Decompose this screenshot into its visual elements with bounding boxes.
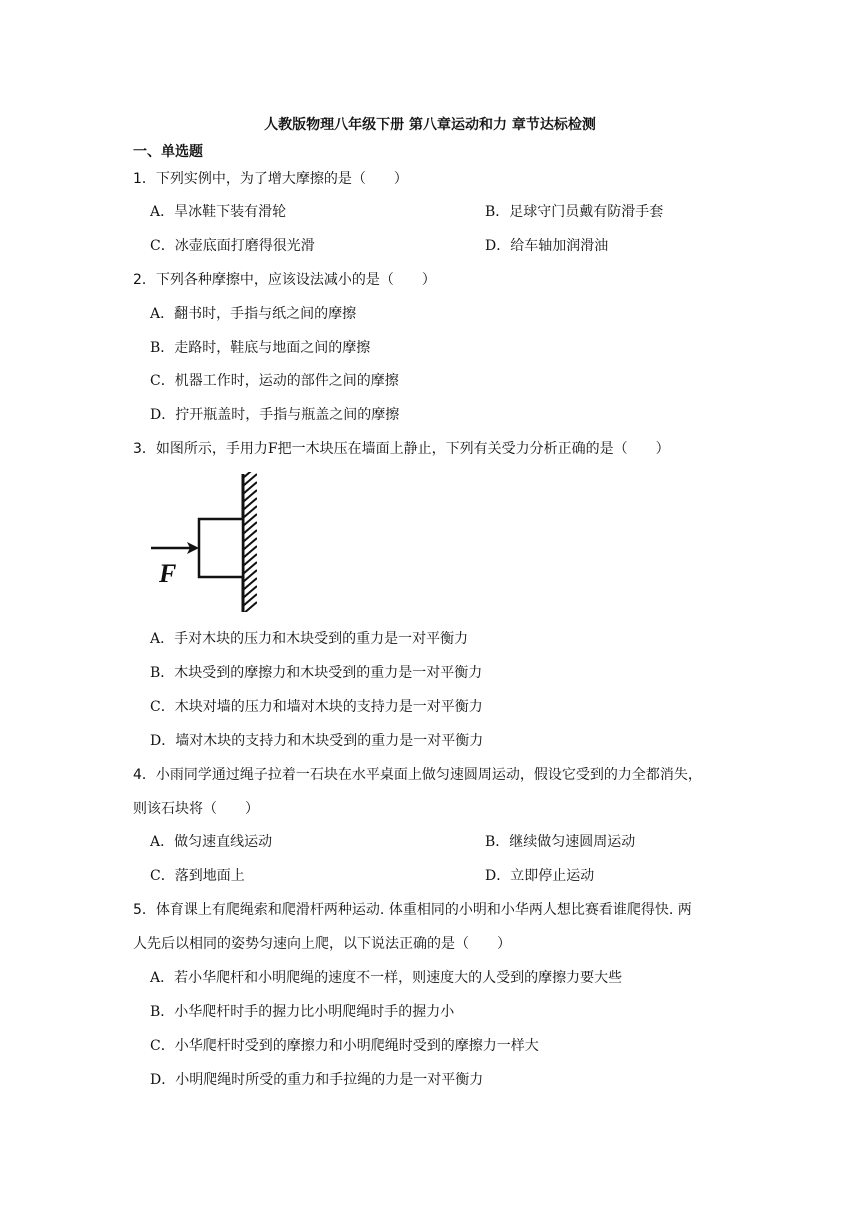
wall-hatching (243, 472, 257, 614)
question-3-stem (133, 440, 670, 458)
section-heading: 一、单选题 (133, 144, 203, 160)
q1-option-b[interactable]: B．足球守门员戴有防滑手套 (485, 204, 664, 220)
force-label: F (159, 559, 177, 588)
q5-option-d[interactable]: D．小明爬绳时所受的重力和手拉绳的力是一对平衡力 (150, 1072, 484, 1088)
q4-option-c[interactable]: C．落到地面上 (150, 868, 245, 884)
question-text: 如图所示，手用力F把一木块压在墙面上静止，下列有关受力分析正确的是（ ） (155, 441, 670, 457)
q5-option-b[interactable]: B．小华爬杆时手的握力比小明爬绳时手的握力小 (150, 1004, 455, 1020)
force-diagram-figure (147, 472, 267, 614)
q2-option-c[interactable]: C．机器工作时，运动的部件之间的摩擦 (150, 373, 399, 389)
question-text: 小雨同学通过绳子拉着一石块在水平桌面上做匀速圆周运动，假设它受到的力全都消失， (155, 767, 702, 783)
q5-option-c[interactable]: C．小华爬杆时受到的摩擦力和小明爬绳时受到的摩擦力一样大 (150, 1038, 539, 1054)
q2-option-a[interactable]: A．翻书时，手指与纸之间的摩擦 (150, 306, 357, 322)
wooden-block (199, 519, 243, 577)
question-1-stem (133, 170, 408, 188)
question-number: 2． (133, 272, 156, 288)
q4-option-d[interactable]: D．立即停止运动 (485, 868, 595, 884)
question-number: 4． (133, 767, 156, 783)
q3-option-a[interactable]: A．手对木块的压力和木块受到的重力是一对平衡力 (150, 631, 469, 647)
question-5-stem-continued: 人先后以相同的姿势匀速向上爬，以下说法正确的是（ ） (133, 936, 511, 952)
question-text: 体育课上有爬绳索和爬滑杆两种运动. 体重相同的小明和小华两人想比赛看谁爬得快. 两 (155, 902, 692, 918)
q2-option-b[interactable]: B．走路时，鞋底与地面之间的摩擦 (150, 340, 371, 356)
question-4-stem (133, 766, 702, 784)
q3-option-b[interactable]: B．木块受到的摩擦力和木块受到的重力是一对平衡力 (150, 665, 483, 681)
q1-option-a[interactable]: A．旱冰鞋下装有滑轮 (150, 204, 287, 220)
q5-option-a[interactable]: A．若小华爬杆和小明爬绳的速度不一样，则速度大的人受到的摩擦力要大些 (150, 970, 623, 986)
q2-option-d[interactable]: D．拧开瓶盖时，手指与瓶盖之间的摩擦 (150, 407, 400, 423)
question-5-stem (133, 901, 692, 919)
document-title: 人教版物理八年级下册 第八章运动和力 章节达标检测 (264, 117, 596, 133)
question-number: 5． (133, 902, 156, 918)
q1-option-c[interactable]: C．冰壶底面打磨得很光滑 (150, 238, 315, 254)
q4-option-b[interactable]: B．继续做匀速圆周运动 (485, 834, 636, 850)
question-2-stem (133, 271, 436, 289)
question-text: 下列实例中，为了增大摩擦的是（ ） (155, 171, 408, 187)
q1-option-d[interactable]: D．给车轴加润滑油 (485, 238, 609, 254)
question-number: 1． (133, 171, 156, 187)
q3-option-c[interactable]: C．木块对墙的压力和墙对木块的支持力是一对平衡力 (150, 699, 483, 715)
q3-option-d[interactable]: D．墙对木块的支持力和木块受到的重力是一对平衡力 (150, 733, 484, 749)
q4-option-a[interactable]: A．做匀速直线运动 (150, 834, 273, 850)
question-text: 下列各种摩擦中，应该设法减小的是（ ） (155, 272, 436, 288)
question-4-stem-continued: 则该石块将（ ） (133, 801, 259, 817)
question-number: 3． (133, 441, 156, 457)
